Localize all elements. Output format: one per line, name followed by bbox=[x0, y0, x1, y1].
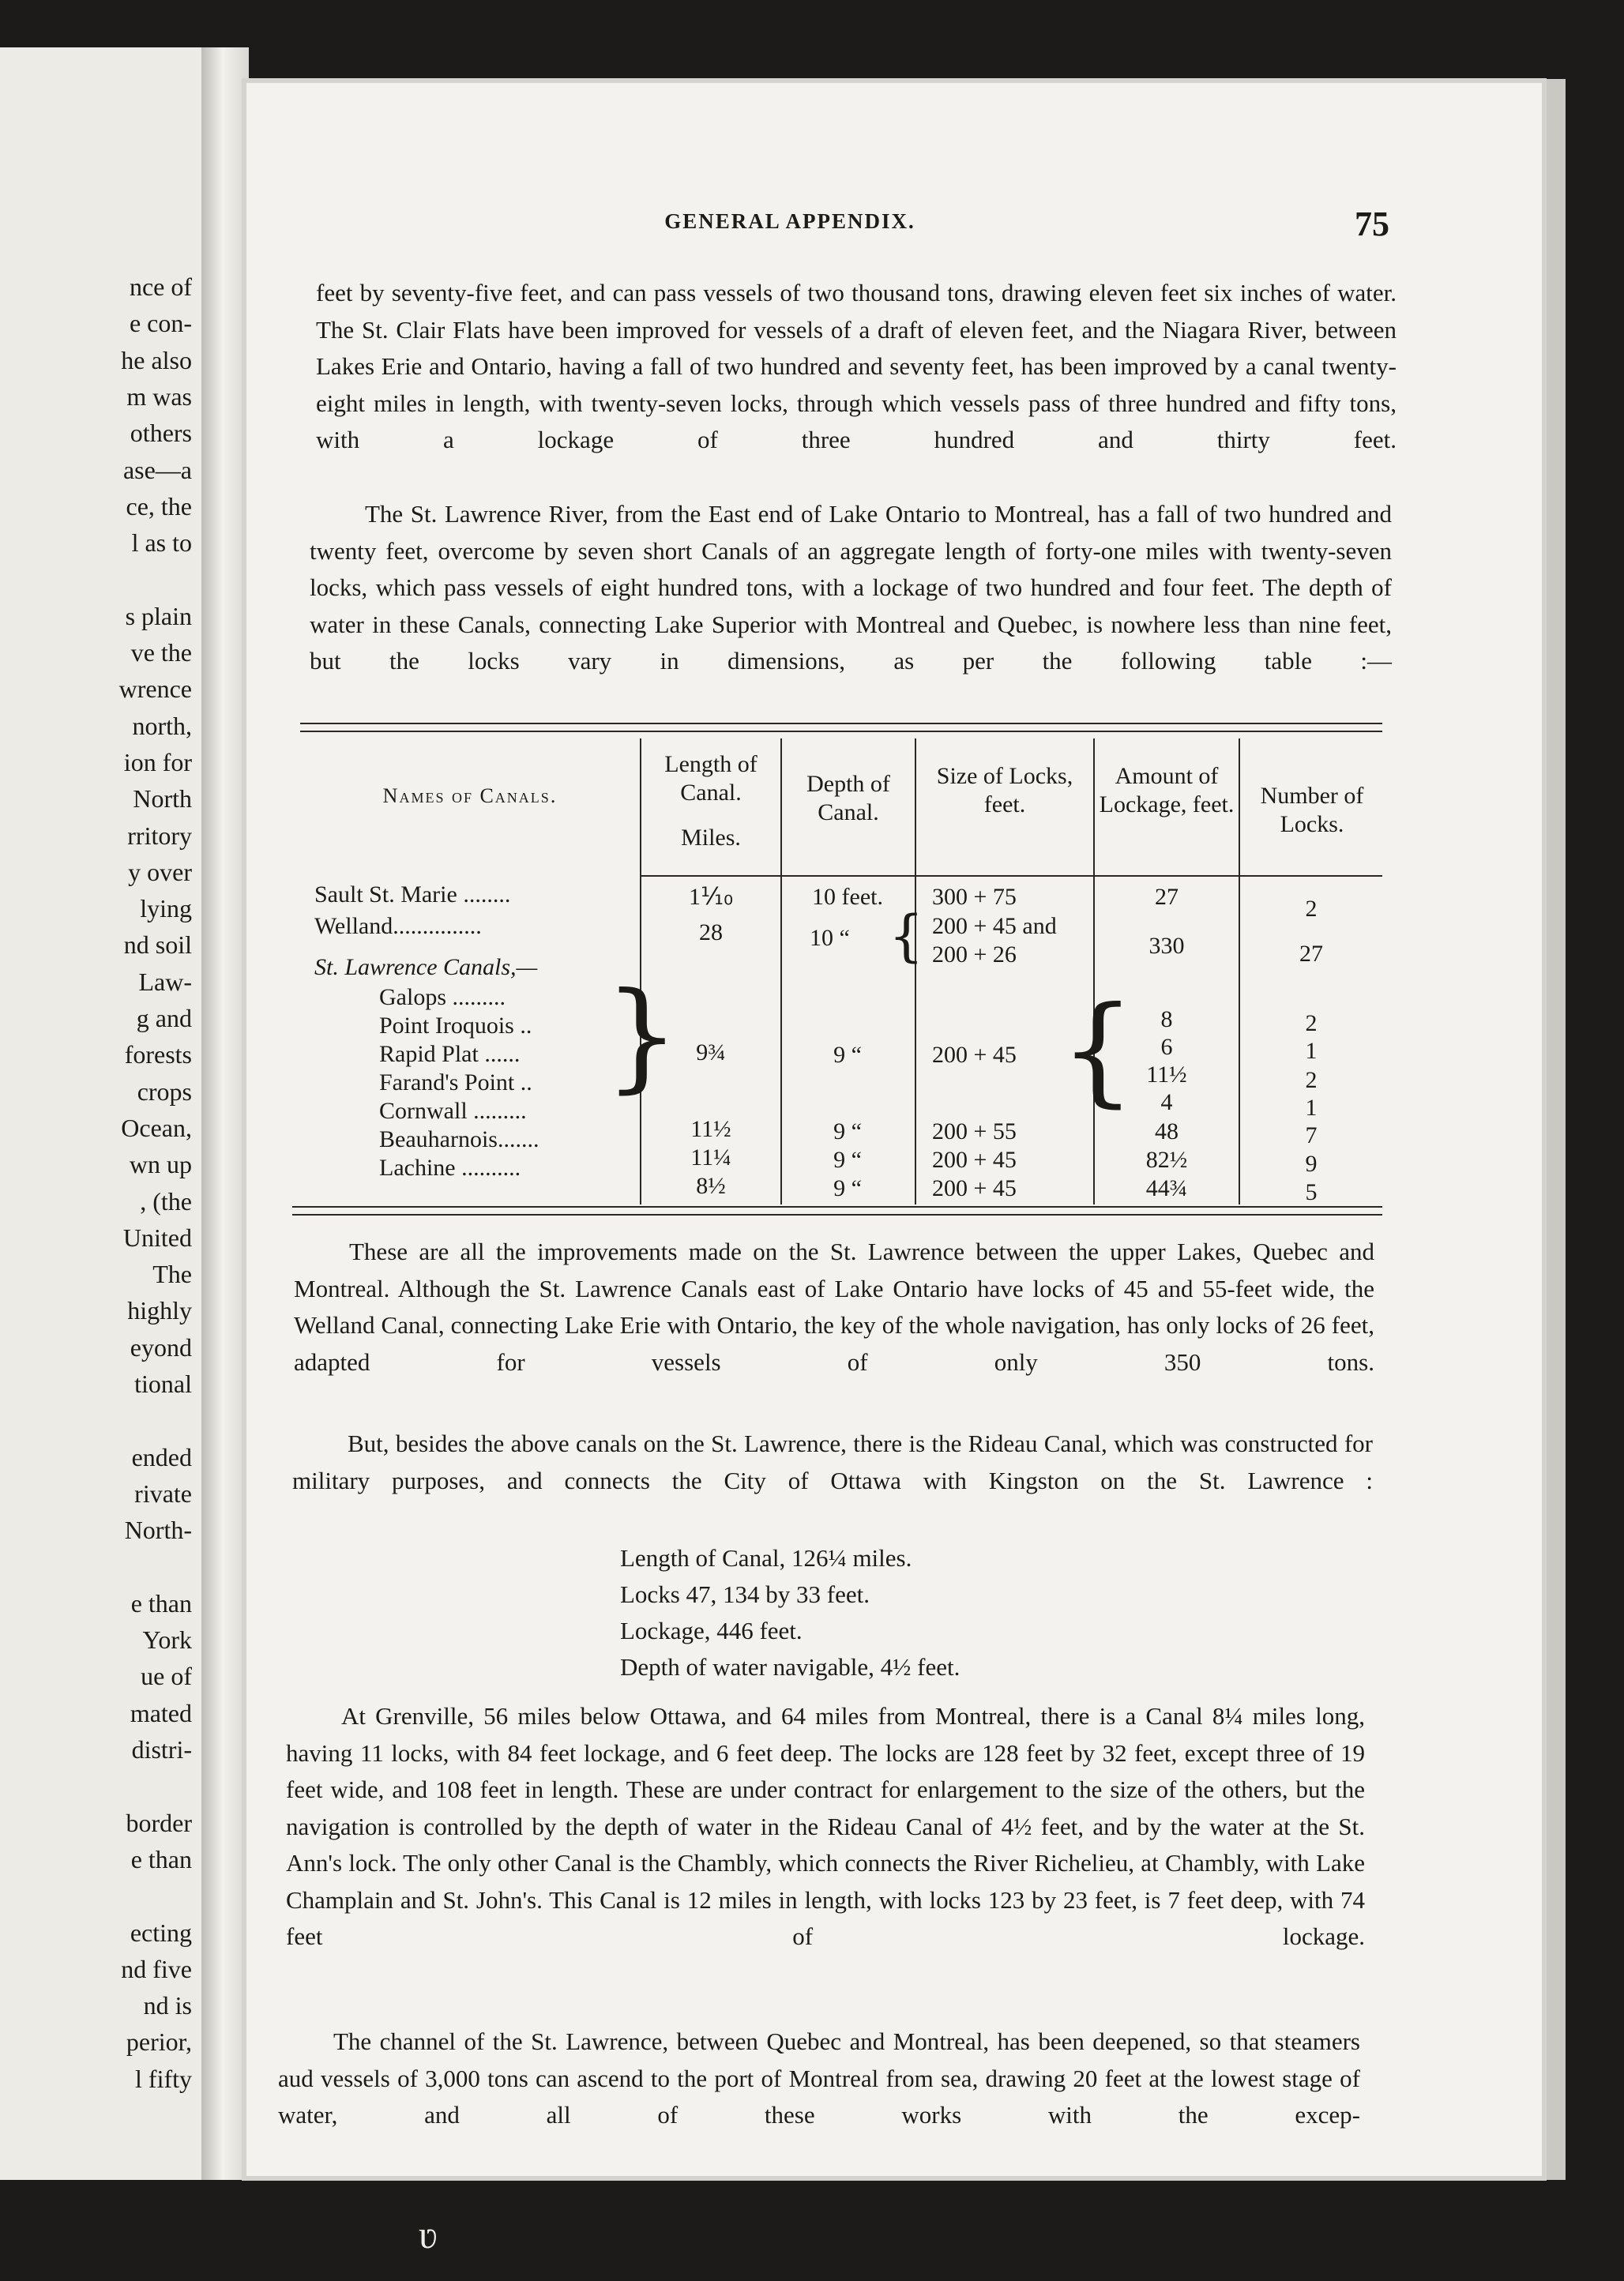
row-cornwall-length: 11½ bbox=[690, 1116, 731, 1142]
left-page-fragment: wrence bbox=[118, 675, 192, 704]
left-page-fragment: m was bbox=[126, 381, 192, 411]
left-page-fragment: e than bbox=[130, 1588, 192, 1618]
running-title: GENERAL APPENDIX. bbox=[664, 209, 915, 233]
rideau-locks: Locks 47, 134 by 33 feet. bbox=[620, 1580, 870, 1608]
col-rule-3 bbox=[915, 738, 916, 1204]
left-facing-page bbox=[0, 47, 201, 2180]
row-cornwall-number: 7 bbox=[1305, 1122, 1318, 1148]
row-welland-size: 200 + 45 and bbox=[932, 913, 1057, 939]
paragraph-5: At Grenville, 56 miles below Ottawa, and 64 miles from Montreal, there is a Canal 8¼ miles long, having 11 locks, with 84 feet lockage, and 6 feet deep. The locks are 128 feet by 32 feet, except three of 19 feet wide, and 108 feet in length. These are under contract for enlargement to the size of the others, but the navigation is controlled by the depth of water in the Rideau Canal of 4½ feet, and by the water at the St. Ann's lock. The only other Canal is the Chambly, which connects the River Richelieu, at Chambly, with Lake Champlain and St. John's. This Canal is 12 miles in length, with locks 123 by 23 feet, is 7 feet deep, with 74 feet of lockage. bbox=[286, 1702, 1365, 1950]
row-iroquois-number: 1 bbox=[1305, 1038, 1318, 1064]
left-page-fragment: nce of bbox=[129, 272, 192, 301]
paragraph-6: The channel of the St. Lawrence, between Quebec and Montreal, has been deepened, so that steamers aud vessels of 3,000 tons can ascend to the port of Montreal from sea, drawing 20 feet at the lowest stage of water, and all of these works with the excep- bbox=[278, 2027, 1360, 2129]
left-page-fragment: e than bbox=[130, 1844, 192, 1873]
left-page-fragment: lying bbox=[140, 894, 192, 923]
left-page-fragment: ve the bbox=[130, 638, 192, 667]
left-page-fragment: York bbox=[142, 1625, 192, 1655]
header-number: Number of Locks. bbox=[1260, 783, 1364, 837]
row-farands-number: 1 bbox=[1305, 1095, 1318, 1121]
rideau-length: Length of Canal, 126¼ miles. bbox=[620, 1544, 912, 1572]
left-page-fragment: border bbox=[126, 1808, 192, 1837]
row-welland-depth: 10 “ bbox=[810, 925, 850, 951]
left-page-fragment: perior, bbox=[126, 2027, 192, 2057]
paragraph-1: feet by seventy-five feet, and can pass vessels of two thousand tons, drawing eleven feet six inches of water. The St. Clair Flats have been improved for vessels of a draft of eleven feet, and the Niagara River, between Lakes Erie and Ontario, having a fall of two hundred and seventy feet, has been improved by a canal twenty-eight miles in length, with twenty-seven locks, through which vessels pass of three hundred and fifty tons, with a lockage of three hundred and thirty feet. bbox=[316, 279, 1397, 453]
row-lachine-number: 5 bbox=[1305, 1179, 1318, 1205]
left-page-fragment: s plain bbox=[125, 601, 192, 630]
row-sault-length: 1⅒ bbox=[688, 884, 734, 910]
left-page-fragment: nd is bbox=[143, 1991, 192, 2020]
canals-table bbox=[300, 723, 1382, 1244]
paragraph-4: But, besides the above canals on the St. Lawrence, there is the Rideau Canal, which was constructed for military purposes, and connects the City of Ottawa with Kingston on the St. Lawrence : bbox=[292, 1430, 1373, 1494]
row-welland-lockage: 330 bbox=[1148, 933, 1185, 959]
left-page-fragment: rivate bbox=[134, 1479, 192, 1508]
left-page-fragment: Ocean, bbox=[121, 1113, 192, 1142]
left-page-fragment: forests bbox=[124, 1040, 192, 1069]
rideau-lockage: Lockage, 446 feet. bbox=[620, 1617, 803, 1644]
rideau-depth: Depth of water navigable, 4½ feet. bbox=[620, 1653, 960, 1681]
header-length-unit: Miles. bbox=[681, 825, 741, 851]
left-page-fragment: ce, the bbox=[126, 491, 192, 520]
row-lachine-name: Lachine .......... bbox=[379, 1155, 521, 1181]
left-page-fragment: highly bbox=[127, 1296, 192, 1325]
row-cornwall-name: Cornwall ......... bbox=[379, 1098, 527, 1124]
paragraph-2: The St. Lawrence River, from the East end of Lake Ontario to Montreal, has a fall of two hundred and twenty feet, overcome by seven short Canals of an aggregate length of forty-one miles with twenty-seven locks, which pass vessels of eight hundred tons, with a lockage of two hundred and four feet. The depth of water in these Canals, connecting Lake Superior with Montreal and Quebec, is nowhere less than nine feet, but the locks vary in dimensions, as per the following table :— bbox=[310, 500, 1392, 675]
row-beauharnois-depth: 9 “ bbox=[833, 1147, 862, 1173]
left-page-fragment: ue of bbox=[141, 1662, 192, 1691]
row-sault-name: Sault St. Marie ........ bbox=[314, 881, 511, 908]
row-welland-name: Welland............... bbox=[314, 913, 482, 939]
row-sault-lockage: 27 bbox=[1155, 884, 1179, 910]
row-rapid-plat-size: 200 + 45 bbox=[932, 1042, 1017, 1068]
row-lachine-lockage: 44¾ bbox=[1145, 1175, 1188, 1201]
row-cornwall-depth: 9 “ bbox=[833, 1118, 862, 1144]
row-galops-number: 2 bbox=[1305, 1010, 1318, 1036]
left-page-fragment: e con- bbox=[129, 309, 192, 338]
table-bottom-rule-2 bbox=[292, 1214, 1382, 1216]
row-rapid-plat-depth: 9 “ bbox=[833, 1042, 862, 1068]
row-iroquois-name: Point Iroquois .. bbox=[379, 1013, 532, 1039]
left-page-fragment: rritory bbox=[127, 821, 192, 850]
left-page-fragment: nd soil bbox=[123, 930, 192, 960]
left-page-fragment: United bbox=[122, 1223, 192, 1252]
header-depth: Depth of Canal. bbox=[806, 771, 890, 825]
paragraph-3: These are all the improvements made on the St. Lawrence between the upper Lakes, Quebec and Montreal. Although the St. Lawrence Canals east of Lake Ontario have locks of 45 and 55-feet wide, the Welland Canal, connecting Lake Erie with Ontario, the key of the whole navigation, has only locks of 26 feet, adapted for vessels of only 350 tons. bbox=[294, 1238, 1374, 1376]
left-page-fragment: others bbox=[130, 419, 192, 448]
left-page-fragment: eyond bbox=[130, 1332, 192, 1362]
left-page-fragment: g and bbox=[136, 1004, 192, 1032]
row-welland-number: 27 bbox=[1299, 941, 1323, 967]
row-lachine-size: 200 + 45 bbox=[932, 1175, 1017, 1201]
table-bottom-rule bbox=[292, 1206, 1382, 1208]
left-page-fragment: North- bbox=[124, 1516, 192, 1545]
left-page-fragment: ase—a bbox=[122, 455, 192, 484]
left-page-fragment: l as to bbox=[131, 528, 192, 558]
left-page-fragment: The bbox=[152, 1260, 192, 1289]
left-page-fragment: wn up bbox=[129, 1150, 192, 1179]
left-page-fragment: , (the bbox=[140, 1186, 192, 1216]
left-page-fragment: ion for bbox=[123, 747, 192, 776]
left-page-fragment: Law- bbox=[138, 967, 192, 996]
left-page-fragment: nd five bbox=[121, 1954, 192, 1983]
header-size: Size of Locks, feet. bbox=[936, 763, 1073, 817]
row-galops-lockage: 8 bbox=[1160, 1006, 1173, 1032]
left-page-fragment: crops bbox=[137, 1077, 192, 1106]
left-page-fragment: y over bbox=[128, 857, 192, 886]
group-brace-names: } bbox=[604, 968, 680, 1105]
row-iroquois-lockage: 6 bbox=[1160, 1034, 1173, 1060]
table-top-rule bbox=[300, 723, 1382, 724]
page-edge bbox=[1542, 79, 1566, 2180]
left-page-fragment: l fifty bbox=[135, 2064, 192, 2093]
row-lachine-length: 8½ bbox=[696, 1173, 726, 1199]
row-sault-size: 300 + 75 bbox=[932, 884, 1017, 910]
row-welland-length: 28 bbox=[699, 919, 723, 945]
row-cornwall-lockage: 48 bbox=[1155, 1118, 1179, 1144]
welland-brace: { bbox=[889, 904, 924, 968]
left-page-fragment: north, bbox=[132, 711, 192, 740]
row-lachine-depth: 9 “ bbox=[833, 1175, 862, 1201]
table-top-rule-2 bbox=[300, 731, 1382, 732]
row-beauharnois-number: 9 bbox=[1305, 1151, 1318, 1177]
header-lockage: Amount of Lockage, feet. bbox=[1099, 763, 1235, 817]
left-page-fragment: ecting bbox=[130, 1918, 192, 1947]
row-rapid-plat-name: Rapid Plat ...... bbox=[379, 1041, 521, 1067]
row-rapid-plat-length: 9¾ bbox=[696, 1039, 726, 1065]
row-galops-name: Galops ......... bbox=[379, 984, 506, 1010]
left-page-fragment: tional bbox=[134, 1370, 192, 1398]
row-sault-number: 2 bbox=[1305, 896, 1318, 922]
row-farands-name: Farand's Point .. bbox=[379, 1069, 532, 1095]
left-page-fragment: North bbox=[133, 784, 192, 814]
left-page-fragment: distri- bbox=[131, 1735, 192, 1764]
book-gutter bbox=[201, 47, 249, 2180]
row-beauharnois-length: 11¼ bbox=[690, 1144, 731, 1171]
row-beauharnois-lockage: 82½ bbox=[1145, 1147, 1188, 1173]
row-beauharnois-name: Beauharnois....... bbox=[379, 1126, 539, 1152]
bottom-mark: ʋ bbox=[419, 2212, 438, 2257]
page-number: 75 bbox=[1355, 205, 1389, 243]
st-lawrence-heading: St. Lawrence Canals,— bbox=[314, 954, 538, 980]
left-page-fragment: mated bbox=[130, 1698, 192, 1727]
left-page-fragment: he also bbox=[121, 345, 192, 374]
row-cornwall-size: 200 + 55 bbox=[932, 1118, 1017, 1144]
header-length: Length of Canal. bbox=[664, 751, 757, 806]
header-names: Names of Canals. bbox=[382, 784, 558, 807]
row-rapid-plat-lockage: 11½ bbox=[1146, 1062, 1187, 1088]
left-page-fragment: ended bbox=[131, 1442, 192, 1471]
row-welland-size-2: 200 + 26 bbox=[932, 941, 1017, 968]
header-bottom-rule bbox=[640, 875, 1382, 877]
row-beauharnois-size: 200 + 45 bbox=[932, 1147, 1017, 1173]
row-rapid-plat-number: 2 bbox=[1305, 1067, 1318, 1093]
row-sault-depth: 10 feet. bbox=[812, 884, 883, 910]
group-brace-lockage: { bbox=[1060, 982, 1136, 1119]
row-farands-lockage: 4 bbox=[1160, 1089, 1173, 1115]
